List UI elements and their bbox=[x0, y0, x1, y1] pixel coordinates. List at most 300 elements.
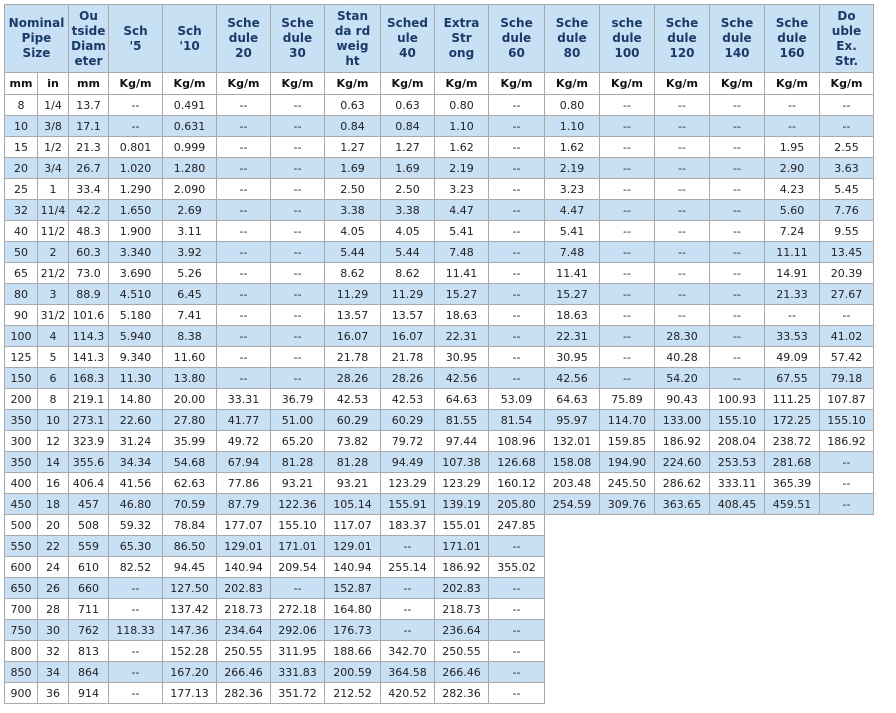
table-row bbox=[5, 326, 874, 347]
table-cell: 200 bbox=[5, 389, 38, 410]
table-cell: 50 bbox=[5, 242, 38, 263]
column-header: Sched ule 40 bbox=[381, 5, 435, 73]
table-cell: 1/2 bbox=[38, 137, 69, 158]
table-cell: 114.3 bbox=[69, 326, 109, 347]
table-cell: 13.7 bbox=[69, 95, 109, 116]
table-cell: 59.32 bbox=[109, 515, 163, 536]
table-cell: 11.60 bbox=[163, 347, 217, 368]
table-cell: -- bbox=[820, 452, 874, 473]
table-cell: 139.19 bbox=[435, 494, 489, 515]
table-cell: 550 bbox=[5, 536, 38, 557]
table-cell: 11.41 bbox=[435, 263, 489, 284]
table-cell: -- bbox=[655, 221, 710, 242]
table-row bbox=[5, 368, 874, 389]
table-cell: 351.72 bbox=[271, 683, 325, 704]
table-cell: 28 bbox=[38, 599, 69, 620]
table-cell: 8 bbox=[38, 389, 69, 410]
table-cell: 16 bbox=[38, 473, 69, 494]
table-cell: 13.45 bbox=[820, 242, 874, 263]
unit-header: Kg/m bbox=[545, 73, 600, 95]
table-cell: 152.28 bbox=[163, 641, 217, 662]
table-cell: -- bbox=[710, 158, 765, 179]
column-header: Nominal Pipe Size bbox=[5, 5, 69, 73]
unit-header: Kg/m bbox=[109, 73, 163, 95]
table-cell: -- bbox=[820, 473, 874, 494]
unit-header: mm bbox=[69, 73, 109, 95]
table-cell: -- bbox=[381, 536, 435, 557]
table-cell: 660 bbox=[69, 578, 109, 599]
table-cell: -- bbox=[271, 137, 325, 158]
table-cell: -- bbox=[381, 620, 435, 641]
table-cell: -- bbox=[600, 263, 655, 284]
table-cell: -- bbox=[271, 305, 325, 326]
table-cell: 273.1 bbox=[69, 410, 109, 431]
table-cell: 33.4 bbox=[69, 179, 109, 200]
table-cell: 108.96 bbox=[489, 431, 545, 452]
table-cell: 93.21 bbox=[325, 473, 381, 494]
table-cell: 5.41 bbox=[435, 221, 489, 242]
table-cell: 21.78 bbox=[381, 347, 435, 368]
table-cell: -- bbox=[217, 284, 271, 305]
table-cell: 13.80 bbox=[163, 368, 217, 389]
table-cell: 914 bbox=[69, 683, 109, 704]
table-cell: 81.55 bbox=[435, 410, 489, 431]
table-cell: 1 bbox=[38, 179, 69, 200]
table-cell: 420.52 bbox=[381, 683, 435, 704]
table-cell: 26.7 bbox=[69, 158, 109, 179]
table-cell: -- bbox=[710, 368, 765, 389]
table-row bbox=[5, 410, 874, 431]
table-cell: 9.340 bbox=[109, 347, 163, 368]
table-cell: 147.36 bbox=[163, 620, 217, 641]
table-cell: -- bbox=[271, 158, 325, 179]
table-cell: 559 bbox=[69, 536, 109, 557]
table-cell: 323.9 bbox=[69, 431, 109, 452]
table-cell: 77.86 bbox=[217, 473, 271, 494]
table-cell: -- bbox=[109, 683, 163, 704]
table-cell: -- bbox=[489, 599, 545, 620]
table-cell: -- bbox=[655, 137, 710, 158]
table-cell: 90 bbox=[5, 305, 38, 326]
table-row bbox=[5, 221, 874, 242]
table-cell: -- bbox=[217, 347, 271, 368]
table-cell: 15.27 bbox=[435, 284, 489, 305]
table-row bbox=[5, 536, 874, 557]
table-cell: 1.27 bbox=[381, 137, 435, 158]
table-cell: 813 bbox=[69, 641, 109, 662]
table-cell: 13.57 bbox=[381, 305, 435, 326]
table-cell: 94.45 bbox=[163, 557, 217, 578]
table-cell: 2.090 bbox=[163, 179, 217, 200]
table-cell: 7.24 bbox=[765, 221, 820, 242]
table-cell: 118.33 bbox=[109, 620, 163, 641]
table-cell: -- bbox=[109, 578, 163, 599]
table-cell: -- bbox=[217, 158, 271, 179]
column-header: Sche dule 140 bbox=[710, 5, 765, 73]
table-cell: 155.01 bbox=[435, 515, 489, 536]
table-cell: 355.6 bbox=[69, 452, 109, 473]
unit-header: Kg/m bbox=[435, 73, 489, 95]
table-cell: 1/4 bbox=[38, 95, 69, 116]
table-cell: 70.59 bbox=[163, 494, 217, 515]
table-cell: 311.95 bbox=[271, 641, 325, 662]
table-cell: 3.38 bbox=[325, 200, 381, 221]
table-cell: 129.01 bbox=[325, 536, 381, 557]
table-cell: 450 bbox=[5, 494, 38, 515]
table-cell: 3/8 bbox=[38, 116, 69, 137]
table-cell: -- bbox=[489, 158, 545, 179]
table-cell: 40 bbox=[5, 221, 38, 242]
table-cell: 762 bbox=[69, 620, 109, 641]
table-row bbox=[5, 347, 874, 368]
table-cell: 3.63 bbox=[820, 158, 874, 179]
table-cell: 177.07 bbox=[217, 515, 271, 536]
table-cell: 41.77 bbox=[217, 410, 271, 431]
table-cell: 16.07 bbox=[381, 326, 435, 347]
table-cell: 36 bbox=[38, 683, 69, 704]
table-cell: -- bbox=[489, 137, 545, 158]
unit-header: Kg/m bbox=[271, 73, 325, 95]
table-cell: 137.42 bbox=[163, 599, 217, 620]
table-cell: -- bbox=[217, 242, 271, 263]
table-cell: -- bbox=[489, 284, 545, 305]
table-cell: 850 bbox=[5, 662, 38, 683]
table-cell: 28.26 bbox=[381, 368, 435, 389]
unit-header: Kg/m bbox=[217, 73, 271, 95]
table-cell: 81.28 bbox=[271, 452, 325, 473]
table-cell: 2.50 bbox=[381, 179, 435, 200]
table-cell: 11.29 bbox=[381, 284, 435, 305]
table-cell: 4.47 bbox=[435, 200, 489, 221]
unit-header: Kg/m bbox=[710, 73, 765, 95]
table-cell: -- bbox=[489, 326, 545, 347]
table-cell: 125 bbox=[5, 347, 38, 368]
table-cell: -- bbox=[600, 116, 655, 137]
table-cell: -- bbox=[489, 200, 545, 221]
table-cell: 0.999 bbox=[163, 137, 217, 158]
table-cell: -- bbox=[217, 305, 271, 326]
table-cell: 42.2 bbox=[69, 200, 109, 221]
table-cell: -- bbox=[271, 179, 325, 200]
table-cell: 500 bbox=[5, 515, 38, 536]
table-cell: 202.83 bbox=[435, 578, 489, 599]
column-header: Do uble Ex. Str. bbox=[820, 5, 874, 73]
table-cell: -- bbox=[489, 620, 545, 641]
table-cell: 1.290 bbox=[109, 179, 163, 200]
table-cell: 18.63 bbox=[545, 305, 600, 326]
table-cell: 82.52 bbox=[109, 557, 163, 578]
table-cell: 183.37 bbox=[381, 515, 435, 536]
column-header: Stan da rd weig ht bbox=[325, 5, 381, 73]
table-cell: 350 bbox=[5, 410, 38, 431]
table-cell: 610 bbox=[69, 557, 109, 578]
table-cell: 25 bbox=[5, 179, 38, 200]
table-cell: 750 bbox=[5, 620, 38, 641]
table-cell: 42.56 bbox=[435, 368, 489, 389]
table-cell: 3.38 bbox=[381, 200, 435, 221]
empty-area bbox=[545, 599, 874, 620]
table-cell: 5.180 bbox=[109, 305, 163, 326]
table-cell: -- bbox=[600, 326, 655, 347]
table-cell: 600 bbox=[5, 557, 38, 578]
column-header: Sche dule 120 bbox=[655, 5, 710, 73]
column-header: Sche dule 80 bbox=[545, 5, 600, 73]
table-row bbox=[5, 599, 874, 620]
table-cell: 4.05 bbox=[381, 221, 435, 242]
empty-area bbox=[545, 683, 874, 704]
table-cell: -- bbox=[765, 305, 820, 326]
table-row bbox=[5, 284, 874, 305]
table-cell: 282.36 bbox=[435, 683, 489, 704]
table-cell: 22.31 bbox=[435, 326, 489, 347]
table-cell: 1.69 bbox=[381, 158, 435, 179]
table-cell: 650 bbox=[5, 578, 38, 599]
table-cell: 331.83 bbox=[271, 662, 325, 683]
table-cell: 202.83 bbox=[217, 578, 271, 599]
column-header: Sche dule 20 bbox=[217, 5, 271, 73]
table-cell: 219.1 bbox=[69, 389, 109, 410]
table-cell: 57.42 bbox=[820, 347, 874, 368]
table-cell: 160.12 bbox=[489, 473, 545, 494]
table-cell: 281.68 bbox=[765, 452, 820, 473]
table-cell: 14 bbox=[38, 452, 69, 473]
table-cell: 2.19 bbox=[545, 158, 600, 179]
table-cell: 155.10 bbox=[271, 515, 325, 536]
table-cell: -- bbox=[271, 368, 325, 389]
table-cell: 31/2 bbox=[38, 305, 69, 326]
table-cell: 7.48 bbox=[545, 242, 600, 263]
table-cell: 5.44 bbox=[381, 242, 435, 263]
table-cell: -- bbox=[271, 263, 325, 284]
table-cell: 1.10 bbox=[545, 116, 600, 137]
table-cell: -- bbox=[217, 200, 271, 221]
table-cell: 94.49 bbox=[381, 452, 435, 473]
table-cell: 459.51 bbox=[765, 494, 820, 515]
table-cell: 3.92 bbox=[163, 242, 217, 263]
table-cell: 46.80 bbox=[109, 494, 163, 515]
table-cell: 253.53 bbox=[710, 452, 765, 473]
table-row bbox=[5, 116, 874, 137]
table-cell: 67.55 bbox=[765, 368, 820, 389]
table-cell: 105.14 bbox=[325, 494, 381, 515]
table-cell: 79.18 bbox=[820, 368, 874, 389]
table-cell: 27.80 bbox=[163, 410, 217, 431]
table-cell: 65.30 bbox=[109, 536, 163, 557]
table-cell: -- bbox=[271, 95, 325, 116]
table-cell: 5.940 bbox=[109, 326, 163, 347]
table-cell: 1.10 bbox=[435, 116, 489, 137]
table-cell: 1.62 bbox=[545, 137, 600, 158]
table-cell: 140.94 bbox=[217, 557, 271, 578]
table-cell: -- bbox=[600, 200, 655, 221]
table-cell: 3.690 bbox=[109, 263, 163, 284]
table-cell: 254.59 bbox=[545, 494, 600, 515]
table-cell: 250.55 bbox=[435, 641, 489, 662]
unit-header: Kg/m bbox=[600, 73, 655, 95]
table-cell: -- bbox=[655, 305, 710, 326]
table-cell: 53.09 bbox=[489, 389, 545, 410]
table-cell: 155.10 bbox=[710, 410, 765, 431]
table-cell: 127.50 bbox=[163, 578, 217, 599]
table-cell: 203.48 bbox=[545, 473, 600, 494]
table-row bbox=[5, 305, 874, 326]
table-cell: 2.69 bbox=[163, 200, 217, 221]
table-cell: 3.23 bbox=[545, 179, 600, 200]
table-cell: 200.59 bbox=[325, 662, 381, 683]
table-cell: -- bbox=[820, 494, 874, 515]
table-cell: -- bbox=[271, 326, 325, 347]
table-cell: -- bbox=[489, 536, 545, 557]
table-cell: 171.01 bbox=[271, 536, 325, 557]
table-cell: 6 bbox=[38, 368, 69, 389]
table-cell: 2.90 bbox=[765, 158, 820, 179]
table-cell: -- bbox=[489, 305, 545, 326]
table-cell: 0.631 bbox=[163, 116, 217, 137]
table-cell: 0.84 bbox=[325, 116, 381, 137]
table-cell: 88.9 bbox=[69, 284, 109, 305]
table-cell: 188.66 bbox=[325, 641, 381, 662]
table-cell: 31.24 bbox=[109, 431, 163, 452]
table-cell: 0.491 bbox=[163, 95, 217, 116]
unit-header: Kg/m bbox=[655, 73, 710, 95]
table-cell: -- bbox=[271, 200, 325, 221]
table-cell: 155.10 bbox=[820, 410, 874, 431]
table-cell: 24 bbox=[38, 557, 69, 578]
table-cell: -- bbox=[710, 221, 765, 242]
unit-header: mm bbox=[5, 73, 38, 95]
column-header: Sche dule 160 bbox=[765, 5, 820, 73]
empty-area bbox=[545, 662, 874, 683]
table-cell: 186.92 bbox=[820, 431, 874, 452]
table-cell: -- bbox=[109, 599, 163, 620]
table-cell: 35.99 bbox=[163, 431, 217, 452]
table-cell: -- bbox=[489, 221, 545, 242]
table-cell: 218.73 bbox=[217, 599, 271, 620]
table-cell: -- bbox=[655, 263, 710, 284]
table-cell: 400 bbox=[5, 473, 38, 494]
table-cell: 5.45 bbox=[820, 179, 874, 200]
table-cell: 8.38 bbox=[163, 326, 217, 347]
table-cell: 15.27 bbox=[545, 284, 600, 305]
table-cell: 132.01 bbox=[545, 431, 600, 452]
table-cell: -- bbox=[710, 179, 765, 200]
table-cell: 250.55 bbox=[217, 641, 271, 662]
table-cell: 155.91 bbox=[381, 494, 435, 515]
table-wrapper bbox=[4, 4, 874, 704]
table-cell: -- bbox=[765, 116, 820, 137]
table-cell: 129.01 bbox=[217, 536, 271, 557]
table-cell: 159.85 bbox=[600, 431, 655, 452]
unit-header: Kg/m bbox=[163, 73, 217, 95]
table-cell: 3.11 bbox=[163, 221, 217, 242]
table-cell: 457 bbox=[69, 494, 109, 515]
table-cell: 123.29 bbox=[435, 473, 489, 494]
table-cell: 42.53 bbox=[381, 389, 435, 410]
table-cell: 4.23 bbox=[765, 179, 820, 200]
table-cell: -- bbox=[600, 221, 655, 242]
table-cell: -- bbox=[710, 347, 765, 368]
table-cell: 20 bbox=[38, 515, 69, 536]
empty-area bbox=[545, 515, 874, 536]
column-header: sche dule 100 bbox=[600, 5, 655, 73]
table-cell: 14.80 bbox=[109, 389, 163, 410]
table-cell: 11.29 bbox=[325, 284, 381, 305]
table-cell: -- bbox=[600, 305, 655, 326]
table-row bbox=[5, 620, 874, 641]
table-cell: 1.27 bbox=[325, 137, 381, 158]
table-cell: 34 bbox=[38, 662, 69, 683]
table-cell: 309.76 bbox=[600, 494, 655, 515]
table-cell: -- bbox=[600, 137, 655, 158]
table-cell: -- bbox=[217, 95, 271, 116]
table-cell: 80 bbox=[5, 284, 38, 305]
empty-area bbox=[545, 578, 874, 599]
table-cell: 8 bbox=[5, 95, 38, 116]
table-cell: 363.65 bbox=[655, 494, 710, 515]
table-cell: 30 bbox=[38, 620, 69, 641]
table-cell: -- bbox=[600, 158, 655, 179]
table-cell: 30.95 bbox=[545, 347, 600, 368]
table-cell: 141.3 bbox=[69, 347, 109, 368]
table-cell: 73.0 bbox=[69, 263, 109, 284]
table-cell: 22.31 bbox=[545, 326, 600, 347]
table-cell: 32 bbox=[38, 641, 69, 662]
table-row bbox=[5, 578, 874, 599]
table-cell: 122.36 bbox=[271, 494, 325, 515]
table-cell: 5.26 bbox=[163, 263, 217, 284]
table-cell: -- bbox=[820, 95, 874, 116]
table-cell: -- bbox=[820, 116, 874, 137]
table-cell: -- bbox=[710, 116, 765, 137]
table-cell: 64.63 bbox=[545, 389, 600, 410]
table-cell: 65.20 bbox=[271, 431, 325, 452]
table-cell: 167.20 bbox=[163, 662, 217, 683]
table-cell: -- bbox=[710, 263, 765, 284]
table-cell: 209.54 bbox=[271, 557, 325, 578]
table-cell: 364.58 bbox=[381, 662, 435, 683]
unit-header: in bbox=[38, 73, 69, 95]
table-cell: 247.85 bbox=[489, 515, 545, 536]
table-cell: -- bbox=[217, 179, 271, 200]
table-cell: 11.11 bbox=[765, 242, 820, 263]
table-cell: 64.63 bbox=[435, 389, 489, 410]
table-cell: 62.63 bbox=[163, 473, 217, 494]
table-cell: -- bbox=[489, 641, 545, 662]
table-cell: 218.73 bbox=[435, 599, 489, 620]
table-cell: 48.3 bbox=[69, 221, 109, 242]
table-cell: 100.93 bbox=[710, 389, 765, 410]
table-cell: 194.90 bbox=[600, 452, 655, 473]
table-cell: 6.45 bbox=[163, 284, 217, 305]
table-cell: -- bbox=[655, 200, 710, 221]
column-header: Sche dule 60 bbox=[489, 5, 545, 73]
table-cell: 18 bbox=[38, 494, 69, 515]
table-cell: 95.97 bbox=[545, 410, 600, 431]
table-cell: -- bbox=[109, 116, 163, 137]
table-cell: 282.36 bbox=[217, 683, 271, 704]
table-cell: 17.1 bbox=[69, 116, 109, 137]
table-cell: 12 bbox=[38, 431, 69, 452]
table-cell: 20.39 bbox=[820, 263, 874, 284]
table-cell: 0.63 bbox=[381, 95, 435, 116]
table-cell: -- bbox=[710, 137, 765, 158]
table-cell: 79.72 bbox=[381, 431, 435, 452]
table-cell: -- bbox=[381, 578, 435, 599]
table-cell: 54.68 bbox=[163, 452, 217, 473]
table-cell: 2.19 bbox=[435, 158, 489, 179]
table-cell: 292.06 bbox=[271, 620, 325, 641]
table-cell: 150 bbox=[5, 368, 38, 389]
